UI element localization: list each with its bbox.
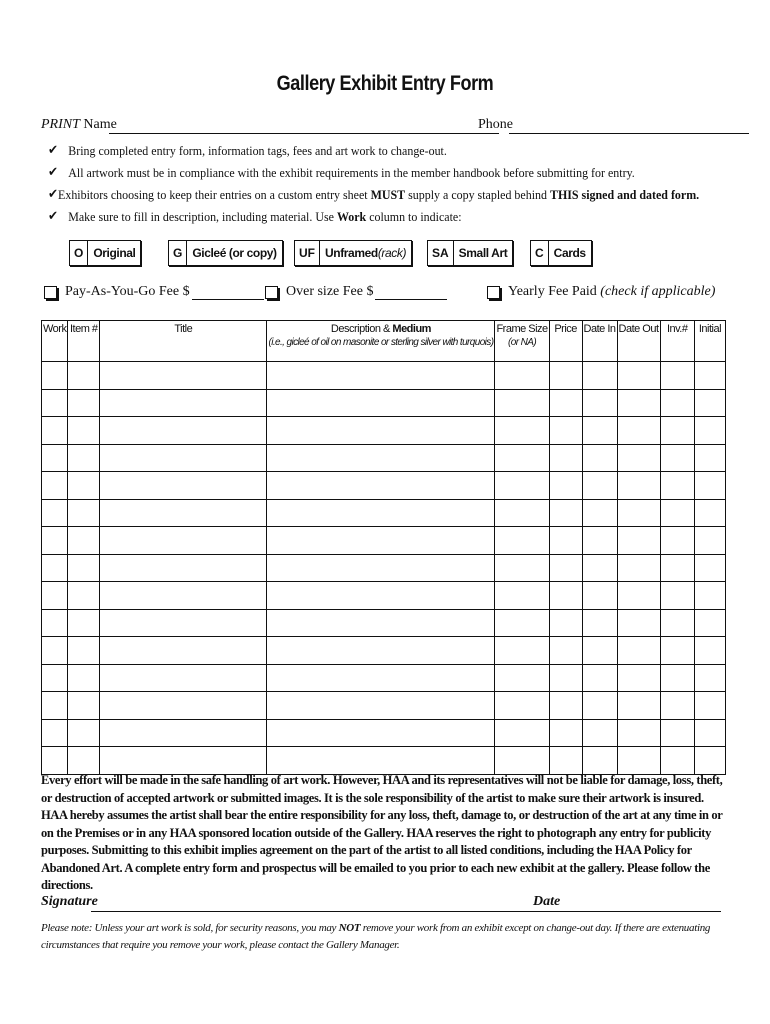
table-cell[interactable] — [694, 499, 725, 527]
table-cell[interactable] — [100, 692, 267, 720]
table-cell[interactable] — [42, 499, 68, 527]
table-row — [42, 582, 726, 610]
table-cell[interactable] — [68, 664, 100, 692]
table-cell[interactable] — [495, 692, 549, 720]
name-phone-row — [41, 117, 731, 135]
table-cell[interactable] — [694, 417, 725, 445]
table-cell[interactable] — [694, 637, 725, 665]
col-price-header: Price — [549, 321, 582, 362]
table-cell[interactable] — [42, 389, 68, 417]
table-cell[interactable] — [495, 444, 549, 472]
col-title-header: Title — [100, 321, 267, 362]
table-row — [42, 664, 726, 692]
pay-as-you-go-label: Pay-As-You-Go Fee $ — [65, 284, 190, 299]
table-cell[interactable] — [267, 747, 495, 775]
table-cell[interactable] — [68, 444, 100, 472]
col-date-in-header: Date In — [582, 321, 617, 362]
table-cell[interactable] — [68, 472, 100, 500]
table-cell[interactable] — [42, 362, 68, 390]
table-cell[interactable] — [582, 664, 617, 692]
legend-code: C — [531, 241, 549, 265]
table-cell[interactable] — [549, 472, 582, 500]
table-cell[interactable] — [100, 609, 267, 637]
table-cell[interactable] — [267, 389, 495, 417]
instruction-item — [48, 206, 683, 228]
work-code-legend — [0, 240, 770, 266]
checkmark-icon: ✔ — [48, 143, 59, 158]
table-cell[interactable] — [660, 637, 694, 665]
table-cell[interactable] — [495, 389, 549, 417]
col-inv-header: Inv.# — [660, 321, 694, 362]
table-cell[interactable] — [617, 444, 660, 472]
table-cell[interactable] — [495, 417, 549, 445]
table-cell[interactable] — [495, 582, 549, 610]
table-cell[interactable] — [495, 747, 549, 775]
table-cell[interactable] — [100, 747, 267, 775]
date-label: Date — [533, 894, 561, 909]
table-cell[interactable] — [42, 417, 68, 445]
table-cell[interactable] — [549, 637, 582, 665]
table-cell[interactable] — [694, 527, 725, 555]
table-cell[interactable] — [582, 554, 617, 582]
table-cell[interactable] — [68, 719, 100, 747]
table-cell[interactable] — [549, 362, 582, 390]
table-cell[interactable] — [582, 637, 617, 665]
table-cell[interactable] — [617, 582, 660, 610]
table-cell[interactable] — [68, 362, 100, 390]
instruction-text: Exhibitors choosing to keep their entries on a custom entry sheet MUST supply a copy stapled behind THIS signed and dated form. — [58, 187, 700, 202]
table-cell[interactable] — [660, 527, 694, 555]
table-cell[interactable] — [68, 389, 100, 417]
table-row — [42, 527, 726, 555]
table-cell[interactable] — [68, 554, 100, 582]
table-cell[interactable] — [694, 389, 725, 417]
table-cell[interactable] — [694, 362, 725, 390]
phone-label: Phone — [478, 117, 513, 132]
name-label-group — [41, 117, 117, 133]
table-cell[interactable] — [267, 554, 495, 582]
table-cell[interactable] — [660, 472, 694, 500]
instructions-list — [48, 140, 700, 228]
yearly-fee-note: (check if applicable) — [600, 284, 716, 299]
fees-row — [0, 284, 770, 306]
table-cell[interactable] — [660, 692, 694, 720]
yearly-fee-checkbox[interactable] — [487, 286, 500, 299]
table-row — [42, 719, 726, 747]
table-cell[interactable] — [660, 582, 694, 610]
date-field[interactable] — [561, 911, 721, 912]
legend-label: Small Art — [458, 246, 508, 260]
table-cell[interactable] — [267, 499, 495, 527]
table-row — [42, 747, 726, 775]
col-frame-size-note: (or NA) — [508, 337, 537, 348]
table-row — [42, 389, 726, 417]
table-cell[interactable] — [694, 554, 725, 582]
over-size-amount-field[interactable] — [375, 285, 447, 300]
table-cell[interactable] — [582, 582, 617, 610]
table-cell[interactable] — [660, 747, 694, 775]
table-cell[interactable] — [549, 389, 582, 417]
legend-original — [69, 240, 141, 266]
table-cell[interactable] — [267, 472, 495, 500]
table-cell[interactable] — [549, 692, 582, 720]
legend-label: Gicleé (or copy) — [192, 246, 277, 260]
table-cell[interactable] — [495, 472, 549, 500]
table-cell[interactable] — [617, 362, 660, 390]
table-cell[interactable] — [617, 719, 660, 747]
table-cell[interactable] — [267, 444, 495, 472]
table-cell[interactable] — [617, 417, 660, 445]
table-cell[interactable] — [549, 664, 582, 692]
table-cell[interactable] — [694, 692, 725, 720]
table-cell[interactable] — [267, 362, 495, 390]
table-cell[interactable] — [660, 499, 694, 527]
table-cell[interactable] — [617, 747, 660, 775]
col-description-header: Description & Medium (i.e., gicleé of oil on masonite or sterling silver with turquois) — [267, 321, 495, 362]
table-row — [42, 472, 726, 500]
table-cell[interactable] — [694, 719, 725, 747]
table-cell[interactable] — [617, 554, 660, 582]
table-cell[interactable] — [694, 472, 725, 500]
table-cell[interactable] — [100, 444, 267, 472]
table-cell[interactable] — [495, 554, 549, 582]
table-cell[interactable] — [694, 582, 725, 610]
table-cell[interactable] — [660, 362, 694, 390]
legend-code: UF — [295, 241, 320, 265]
yearly-fee — [487, 284, 715, 300]
legend-code: SA — [428, 241, 454, 265]
col-frame-size-header: Frame Size (or NA) — [495, 321, 549, 362]
col-description-example: (i.e., gicleé of oil on masonite or sterling silver with turquois) — [268, 337, 494, 348]
table-cell[interactable] — [100, 582, 267, 610]
table-cell[interactable] — [42, 582, 68, 610]
table-cell[interactable] — [42, 719, 68, 747]
table-cell[interactable] — [694, 444, 725, 472]
table-cell[interactable] — [68, 417, 100, 445]
pay-as-you-go-fee — [44, 284, 264, 300]
table-cell[interactable] — [267, 692, 495, 720]
phone-field[interactable] — [509, 133, 749, 134]
col-item-header: Item # — [68, 321, 100, 362]
table-cell[interactable] — [582, 362, 617, 390]
table-cell[interactable] — [660, 444, 694, 472]
table-cell[interactable] — [100, 499, 267, 527]
table-cell[interactable] — [582, 719, 617, 747]
yearly-fee-label: Yearly Fee Paid — [508, 284, 597, 299]
table-cell[interactable] — [68, 609, 100, 637]
legend-giclee — [168, 240, 283, 266]
table-cell[interactable] — [267, 417, 495, 445]
table-cell[interactable] — [617, 499, 660, 527]
table-cell[interactable] — [549, 417, 582, 445]
table-cell[interactable] — [100, 389, 267, 417]
entries-table — [41, 320, 726, 775]
legend-unframed — [294, 240, 412, 266]
table-cell[interactable] — [660, 389, 694, 417]
form-title: Gallery Exhibit Entry Form — [276, 72, 494, 95]
col-work-header: Work — [42, 321, 68, 362]
table-cell[interactable] — [582, 747, 617, 775]
over-size-fee — [265, 284, 447, 300]
table-cell[interactable] — [582, 692, 617, 720]
col-date-out-header: Date Out — [617, 321, 660, 362]
name-field[interactable] — [109, 133, 499, 134]
table-cell[interactable] — [617, 609, 660, 637]
col-initial-header: Initial — [694, 321, 725, 362]
entries-body — [42, 362, 726, 775]
table-cell[interactable] — [549, 609, 582, 637]
instruction-item — [48, 140, 683, 162]
legend-code: G — [169, 241, 187, 265]
print-label: PRINT — [41, 117, 80, 132]
legend-small-art — [427, 240, 513, 266]
pay-as-you-go-checkbox[interactable] — [44, 286, 57, 299]
table-cell[interactable] — [267, 609, 495, 637]
table-cell[interactable] — [100, 637, 267, 665]
legend-cards — [530, 240, 592, 266]
table-row — [42, 554, 726, 582]
table-cell[interactable] — [100, 527, 267, 555]
table-cell[interactable] — [660, 609, 694, 637]
table-row — [42, 362, 726, 390]
table-cell[interactable] — [582, 472, 617, 500]
table-cell[interactable] — [267, 664, 495, 692]
legend-label: Unframed(rack) — [325, 246, 407, 260]
table-row — [42, 609, 726, 637]
table-cell[interactable] — [549, 527, 582, 555]
table-cell[interactable] — [660, 554, 694, 582]
table-cell[interactable] — [495, 637, 549, 665]
table-cell[interactable] — [100, 554, 267, 582]
table-cell[interactable] — [582, 499, 617, 527]
table-cell[interactable] — [100, 472, 267, 500]
table-cell[interactable] — [660, 664, 694, 692]
table-cell[interactable] — [68, 499, 100, 527]
legend-label: Cards — [553, 246, 586, 260]
table-cell[interactable] — [582, 444, 617, 472]
table-cell[interactable] — [267, 719, 495, 747]
table-cell[interactable] — [42, 692, 68, 720]
instruction-text: All artwork must be in compliance with the exhibit requirements in the member handbook before submitting for entry. — [68, 165, 635, 180]
table-cell[interactable] — [68, 692, 100, 720]
table-cell[interactable] — [582, 389, 617, 417]
table-row — [42, 444, 726, 472]
table-cell[interactable] — [660, 417, 694, 445]
table-cell[interactable] — [100, 664, 267, 692]
table-cell[interactable] — [694, 609, 725, 637]
table-cell[interactable] — [660, 719, 694, 747]
table-cell[interactable] — [582, 609, 617, 637]
table-cell[interactable] — [42, 444, 68, 472]
table-cell[interactable] — [100, 719, 267, 747]
table-cell[interactable] — [42, 637, 68, 665]
signature-label: Signature — [41, 894, 98, 909]
table-cell[interactable] — [617, 664, 660, 692]
table-cell[interactable] — [42, 527, 68, 555]
table-cell[interactable] — [42, 554, 68, 582]
instruction-item — [48, 184, 700, 206]
table-cell[interactable] — [495, 609, 549, 637]
table-cell[interactable] — [495, 719, 549, 747]
table-cell[interactable] — [42, 747, 68, 775]
over-size-checkbox[interactable] — [265, 286, 278, 299]
name-label: Name — [83, 117, 117, 132]
table-cell[interactable] — [68, 637, 100, 665]
liability-disclaimer: Every effort will be made in the safe handling of art work. However, HAA and its representatives will not be liable for damage, loss, theft, or destruction of accepted artwork or submitted images. It is the sole responsibility of the artist to make sure their artwork is insured. HAA hereby assumes the artist shall bear the entire responsibility for any loss, theft, damage to, or destruction of the art at any time in or on the Premises or in any HAA sponsored location outside of the Gallery. HAA reserves the right to photograph any entry for publicity purposes. Submitting to this exhibit implies agreement on the part of the artist to all listed conditions, including the HAA Policy for Abandoned Art. A complete entry form and prospectus will be emailed to you prior to each new exhibit at the gallery. Please follow the directions. — [41, 773, 723, 892]
table-cell[interactable] — [549, 499, 582, 527]
table-cell[interactable] — [495, 499, 549, 527]
signature-row — [41, 894, 731, 914]
table-cell[interactable] — [68, 527, 100, 555]
signature-field[interactable] — [91, 911, 561, 912]
table-cell[interactable] — [495, 527, 549, 555]
table-row — [42, 637, 726, 665]
over-size-label: Over size Fee $ — [286, 284, 374, 299]
instruction-text: Make sure to fill in description, including material. Use Work column to indicate: — [68, 209, 462, 224]
table-cell[interactable] — [582, 417, 617, 445]
table-cell[interactable] — [617, 692, 660, 720]
table-cell[interactable] — [549, 747, 582, 775]
table-cell[interactable] — [267, 527, 495, 555]
checkmark-icon: ✔ — [48, 165, 59, 180]
table-cell[interactable] — [42, 609, 68, 637]
table-cell[interactable] — [42, 472, 68, 500]
table-cell[interactable] — [42, 664, 68, 692]
table-cell[interactable] — [549, 444, 582, 472]
table-cell[interactable] — [694, 747, 725, 775]
table-row — [42, 417, 726, 445]
checkmark-icon: ✔ — [48, 187, 59, 202]
table-cell[interactable] — [495, 664, 549, 692]
table-row — [42, 499, 726, 527]
table-cell[interactable] — [68, 747, 100, 775]
table-cell[interactable] — [549, 719, 582, 747]
table-row — [42, 692, 726, 720]
legend-label: Original — [93, 246, 136, 260]
pay-as-you-go-amount-field[interactable] — [192, 285, 264, 300]
table-cell[interactable] — [617, 389, 660, 417]
table-header-row — [42, 321, 726, 362]
table-cell[interactable] — [267, 582, 495, 610]
table-cell[interactable] — [495, 362, 549, 390]
table-cell[interactable] — [68, 582, 100, 610]
table-cell[interactable] — [582, 527, 617, 555]
table-cell[interactable] — [694, 664, 725, 692]
table-cell[interactable] — [267, 637, 495, 665]
instruction-item — [48, 162, 683, 184]
table-cell[interactable] — [549, 582, 582, 610]
removal-note: Please note: Unless your art work is sold, for security reasons, you may NOT remove your work from an exhibit except on change-out day. If there are extenuating circumstances that require you remove your work, please contact the Gallery Manager. — [41, 922, 711, 951]
table-cell[interactable] — [617, 637, 660, 665]
table-cell[interactable] — [617, 527, 660, 555]
table-cell[interactable] — [617, 472, 660, 500]
table-cell[interactable] — [549, 554, 582, 582]
legend-code: O — [70, 241, 88, 265]
table-cell[interactable] — [100, 417, 267, 445]
instruction-text: Bring completed entry form, information tags, fees and art work to change-out. — [68, 143, 447, 158]
table-cell[interactable] — [100, 362, 267, 390]
checkmark-icon: ✔ — [48, 209, 59, 224]
